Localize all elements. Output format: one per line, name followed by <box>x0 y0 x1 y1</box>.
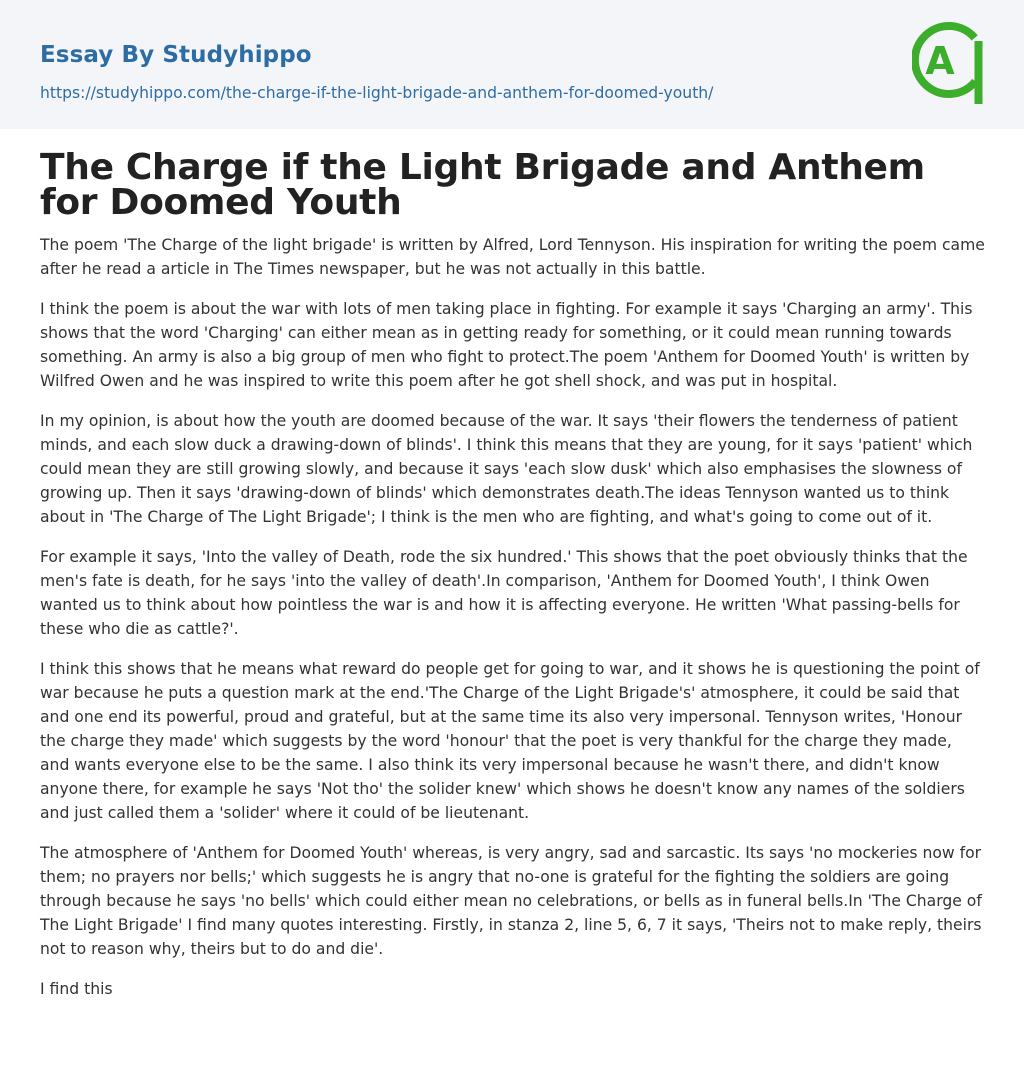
article-paragraph: The poem 'The Charge of the light brigade' is written by Alfred, Lord Tennyson. His inspiration for writing the poem came after he read a article in The Times newspaper, but he was not actually in this battle. <box>40 236 985 278</box>
site-brand[interactable]: Essay By Studyhippo <box>40 42 312 68</box>
article <box>40 147 986 1017</box>
logo-letter: A <box>925 39 955 83</box>
article-title: The Charge if the Light Brigade and Anthem for Doomed Youth <box>40 147 925 223</box>
article-paragraph: I find this <box>40 980 113 998</box>
site-header <box>0 0 1024 129</box>
studyhippo-logo-icon[interactable] <box>912 19 986 105</box>
article-paragraph: The atmosphere of 'Anthem for Doomed Youth' whereas, is very angry, sad and sarcastic. Its says 'no mockeries now for them; no prayers nor bells;' which suggests he is angry that no-one is grateful for the fighting the soldiers are going through because he says 'no bells' which could either mean no celebrations, or bells as in funeral bells.In 'The Charge of The Light Brigade' I find many quotes interesting. Firstly, in stanza 2, line 5, 6, 7 it says, 'Theirs not to make reply, theirs not to reason why, theirs but to do and die'. <box>40 844 982 958</box>
article-paragraph: For example it says, 'Into the valley of Death, rode the six hundred.' This shows that the poet obviously thinks that the men's fate is death, for he says 'into the valley of death'.In comparison, 'Anthem for Doomed Youth', I think Owen wanted us to think about how pointless the war is and how it is affecting everyone. He written 'What passing-bells for these who die as cattle?'. <box>40 548 968 638</box>
article-paragraph: In my opinion, is about how the youth are doomed because of the war. It says 'their flowers the tenderness of patient minds, and each slow duck a drawing-down of blinds'. I think this means that they are young, for it says 'patient' which could mean they are still growing slowly, and because it says 'each slow dusk' which also emphasises the slowness of growing up. Then it says 'drawing-down of blinds' which demonstrates death.The ideas Tennyson wanted us to think about in 'The Charge of The Light Brigade'; I think is the men who are fighting, and what's going to come out of it. <box>40 412 973 526</box>
page-url-link[interactable]: https://studyhippo.com/the-charge-if-the-light-brigade-and-anthem-for-doomed-youth/ <box>40 84 714 102</box>
article-paragraph: I think this shows that he means what reward do people get for going to war, and it shows he is questioning the point of war because he puts a question mark at the end.'The Charge of the Light Brigade's' atmosphere, it could be said that and one end its powerful, proud and grateful, but at the same time its also very impersonal. Tennyson writes, 'Honour the charge they made' which suggests by the word 'honour' that the poet is very thankful for the charge they made, and wants everyone else to be the same. I also think its very impersonal because he wasn't there, and didn't know anyone there, for example he says 'Not tho' the solider knew' which shows he doesn't know any names of the soldiers and just called them a 'solider' where it could of be lieutenant. <box>40 660 980 822</box>
article-paragraph: I think the poem is about the war with lots of men taking place in fighting. For example it says 'Charging an army'. This shows that the word 'Charging' can either mean as in getting ready for something, or it could mean running towards something. An army is also a big group of men who fight to protect.The poem 'Anthem for Doomed Youth' is written by Wilfred Owen and he was inspired to write this poem after he got shell shock, and was put in hospital. <box>40 300 973 390</box>
